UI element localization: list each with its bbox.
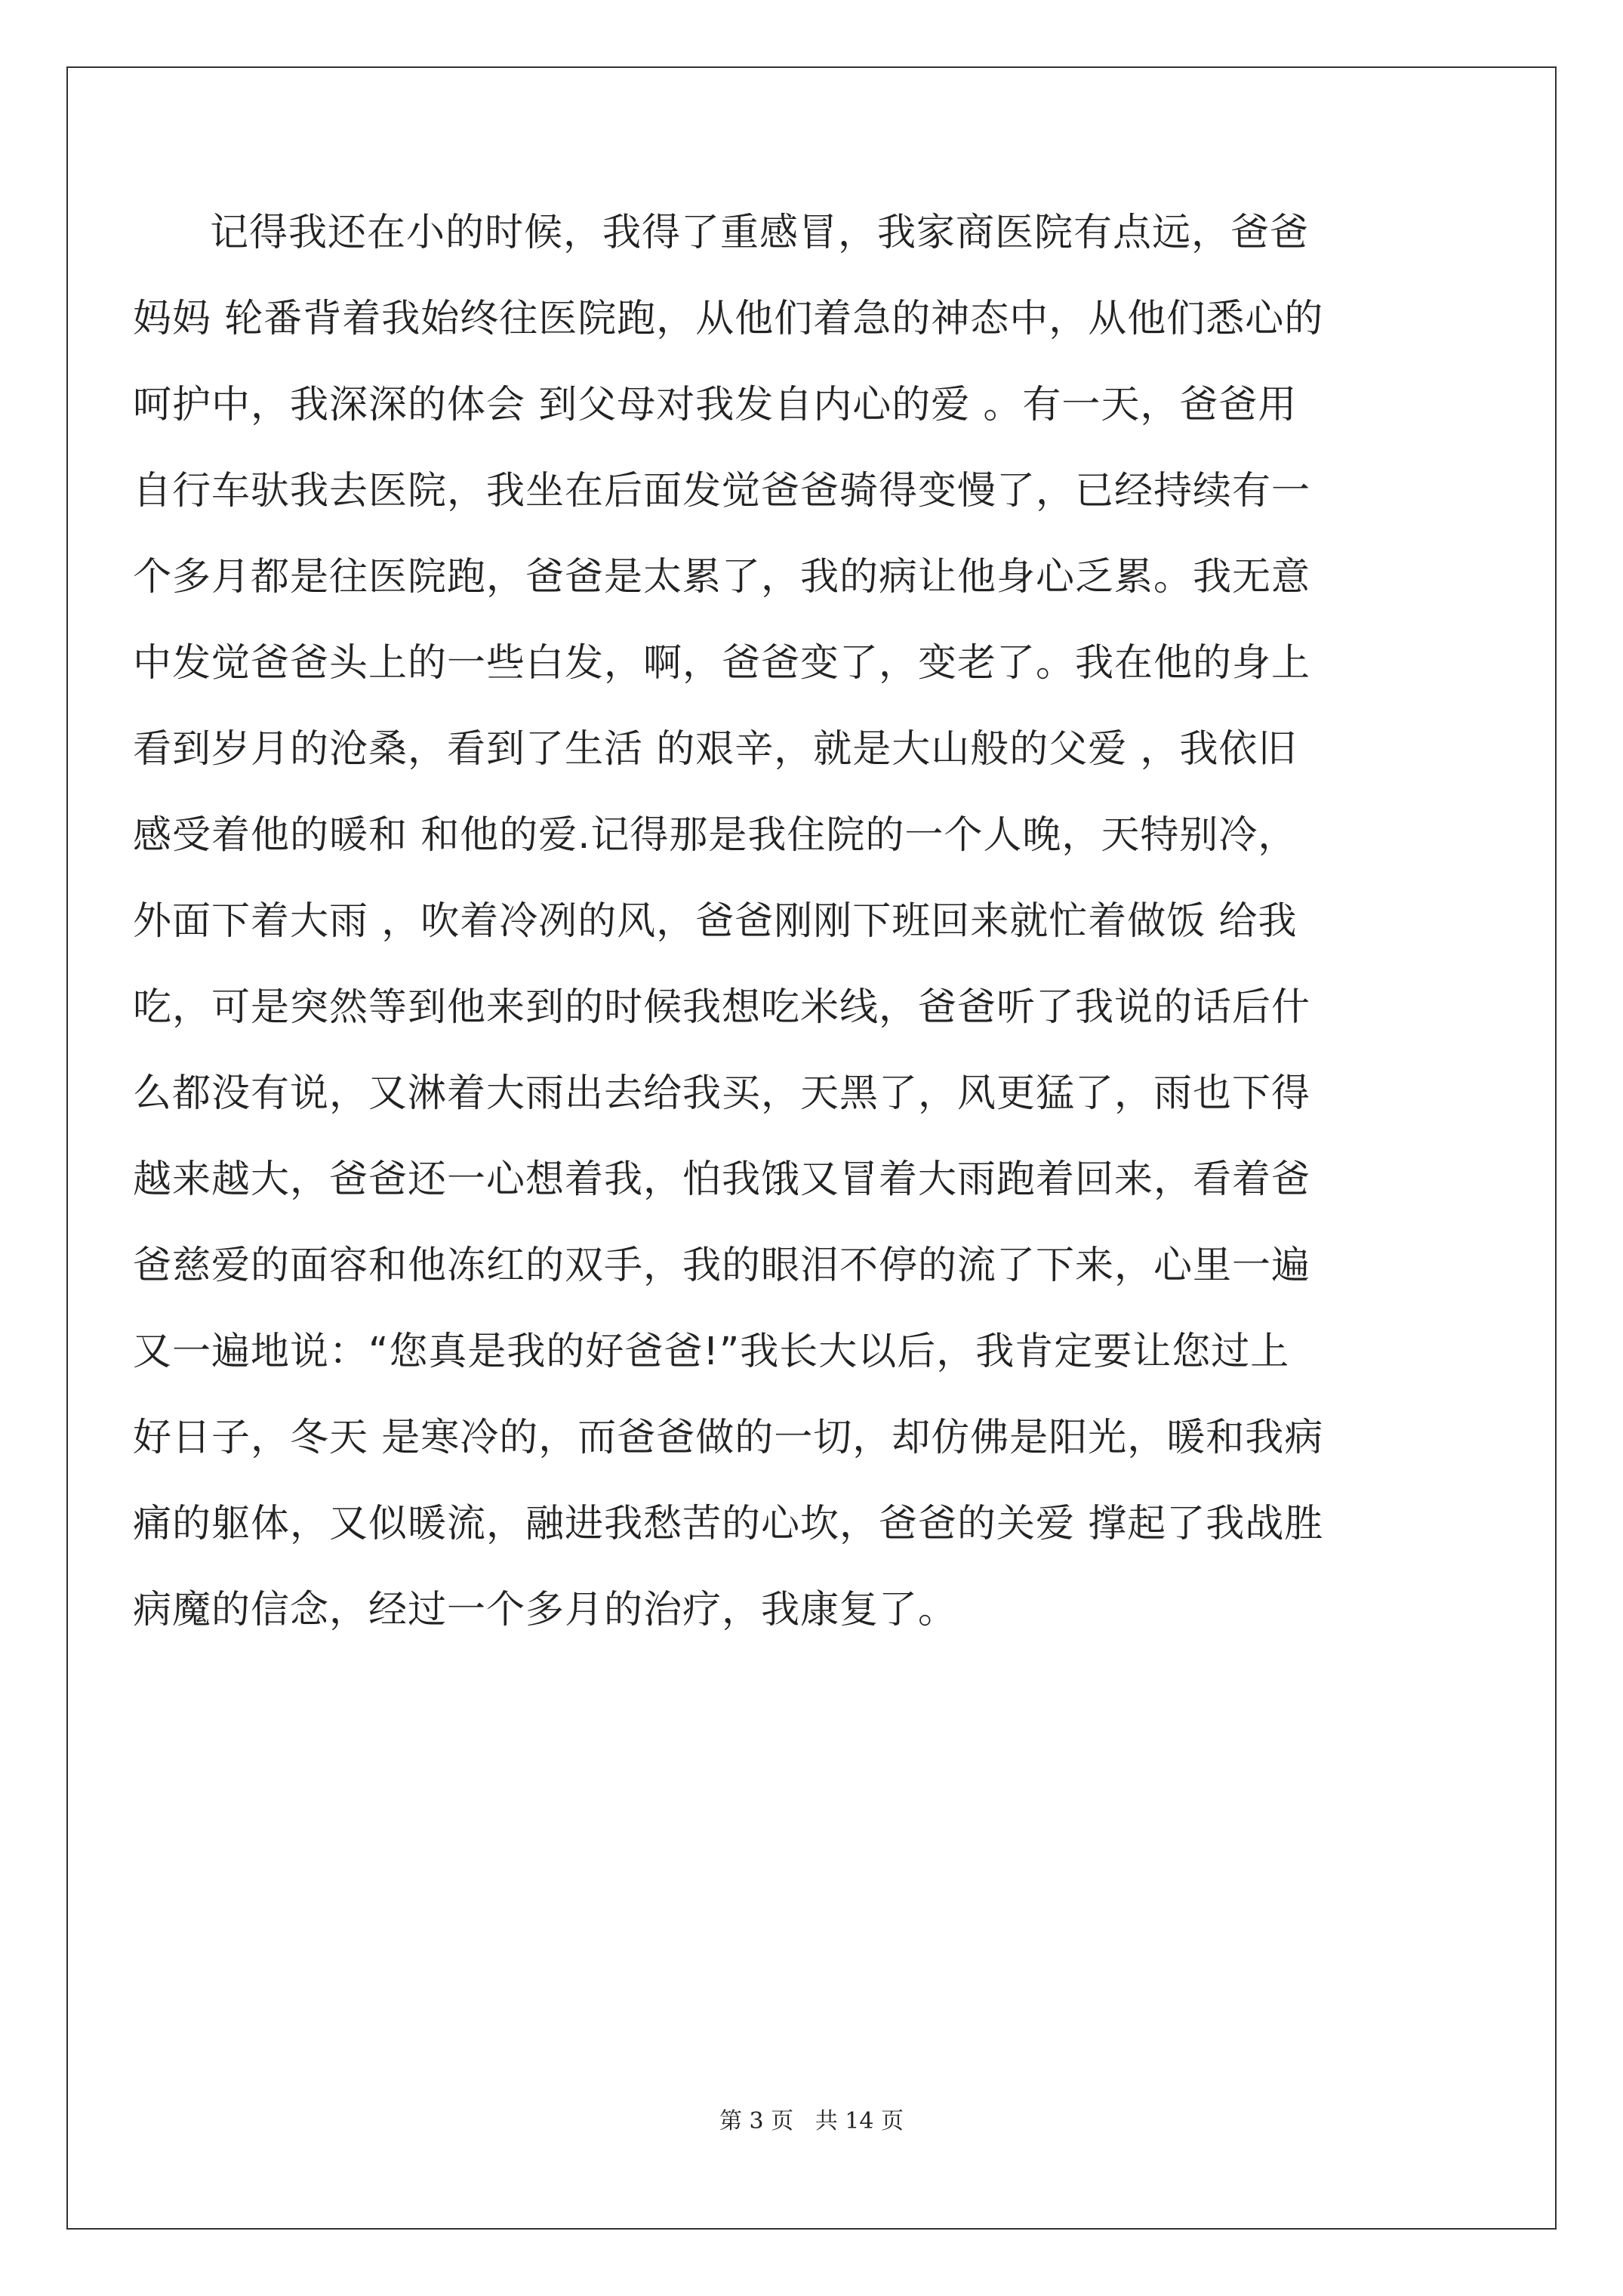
paragraph-line: 么都没有说，又淋着大雨出去给我买，天黑了，风更猛了，雨也下得 — [133, 1071, 1311, 1116]
paragraph-line: 越来越大，爸爸还一心想着我，怕我饿又冒着大雨跑着回来，看着爸 — [133, 1157, 1311, 1202]
paragraph-line: 自行车驮我去医院，我坐在后面发觉爸爸骑得变慢了，已经持续有一 — [133, 469, 1311, 513]
document-body — [133, 190, 1505, 1653]
paragraph-line: 感受着他的暖和 和他的爱.记得那是我住院的一个人晚，天特别冷， — [133, 813, 1298, 858]
paragraph-line: 好日子，冬天 是寒冷的，而爸爸做的一切，却仿佛是阳光，暖和我病 — [133, 1416, 1324, 1460]
paragraph-line: 外面下着大雨 ，吹着冷冽的风，爸爸刚刚下班回来就忙着做饭 给我 — [133, 899, 1298, 944]
paragraph-line: 妈妈 轮番背着我始终往医院跑，从他们着急的神态中，从他们悉心的 — [133, 297, 1324, 341]
paragraph-line: 吃，可是突然等到他来到的时候我想吃米线，爸爸听了我说的话后什 — [133, 985, 1311, 1030]
paragraph-line: 看到岁月的沧桑，看到了生活 的艰辛，就是大山般的父爱 ，我依旧 — [133, 727, 1298, 772]
paragraph-line: 病魔的信念，经过一个多月的治疗，我康复了。 — [133, 1588, 958, 1632]
paragraph-line: 呵护中，我深深的体会 到父母对我发自内心的爱 。有一天，爸爸用 — [133, 383, 1298, 427]
paragraph-line: 个多月都是往医院跑，爸爸是太累了，我的病让他身心乏累。我无意 — [133, 555, 1311, 599]
page-number-footer: 第 3 页 共 14 页 — [719, 2108, 904, 2134]
paragraph-line: 痛的躯体，又似暖流，融进我愁苦的心坎，爸爸的关爱 撑起了我战胜 — [133, 1502, 1324, 1546]
paragraph-line: 爸慈爱的面容和他冻红的双手，我的眼泪不停的流了下来，心里一遍 — [133, 1244, 1311, 1288]
paragraph-line: 中发觉爸爸头上的一些白发，啊，爸爸变了，变老了。我在他的身上 — [133, 641, 1311, 686]
paragraph-line: 记得我还在小的时候，我得了重感冒，我家商医院有点远，爸爸 — [210, 211, 1310, 255]
paragraph-line: 又一遍地说：“您真是我的好爸爸!”我长大以后，我肯定要让您过上 — [133, 1330, 1290, 1374]
